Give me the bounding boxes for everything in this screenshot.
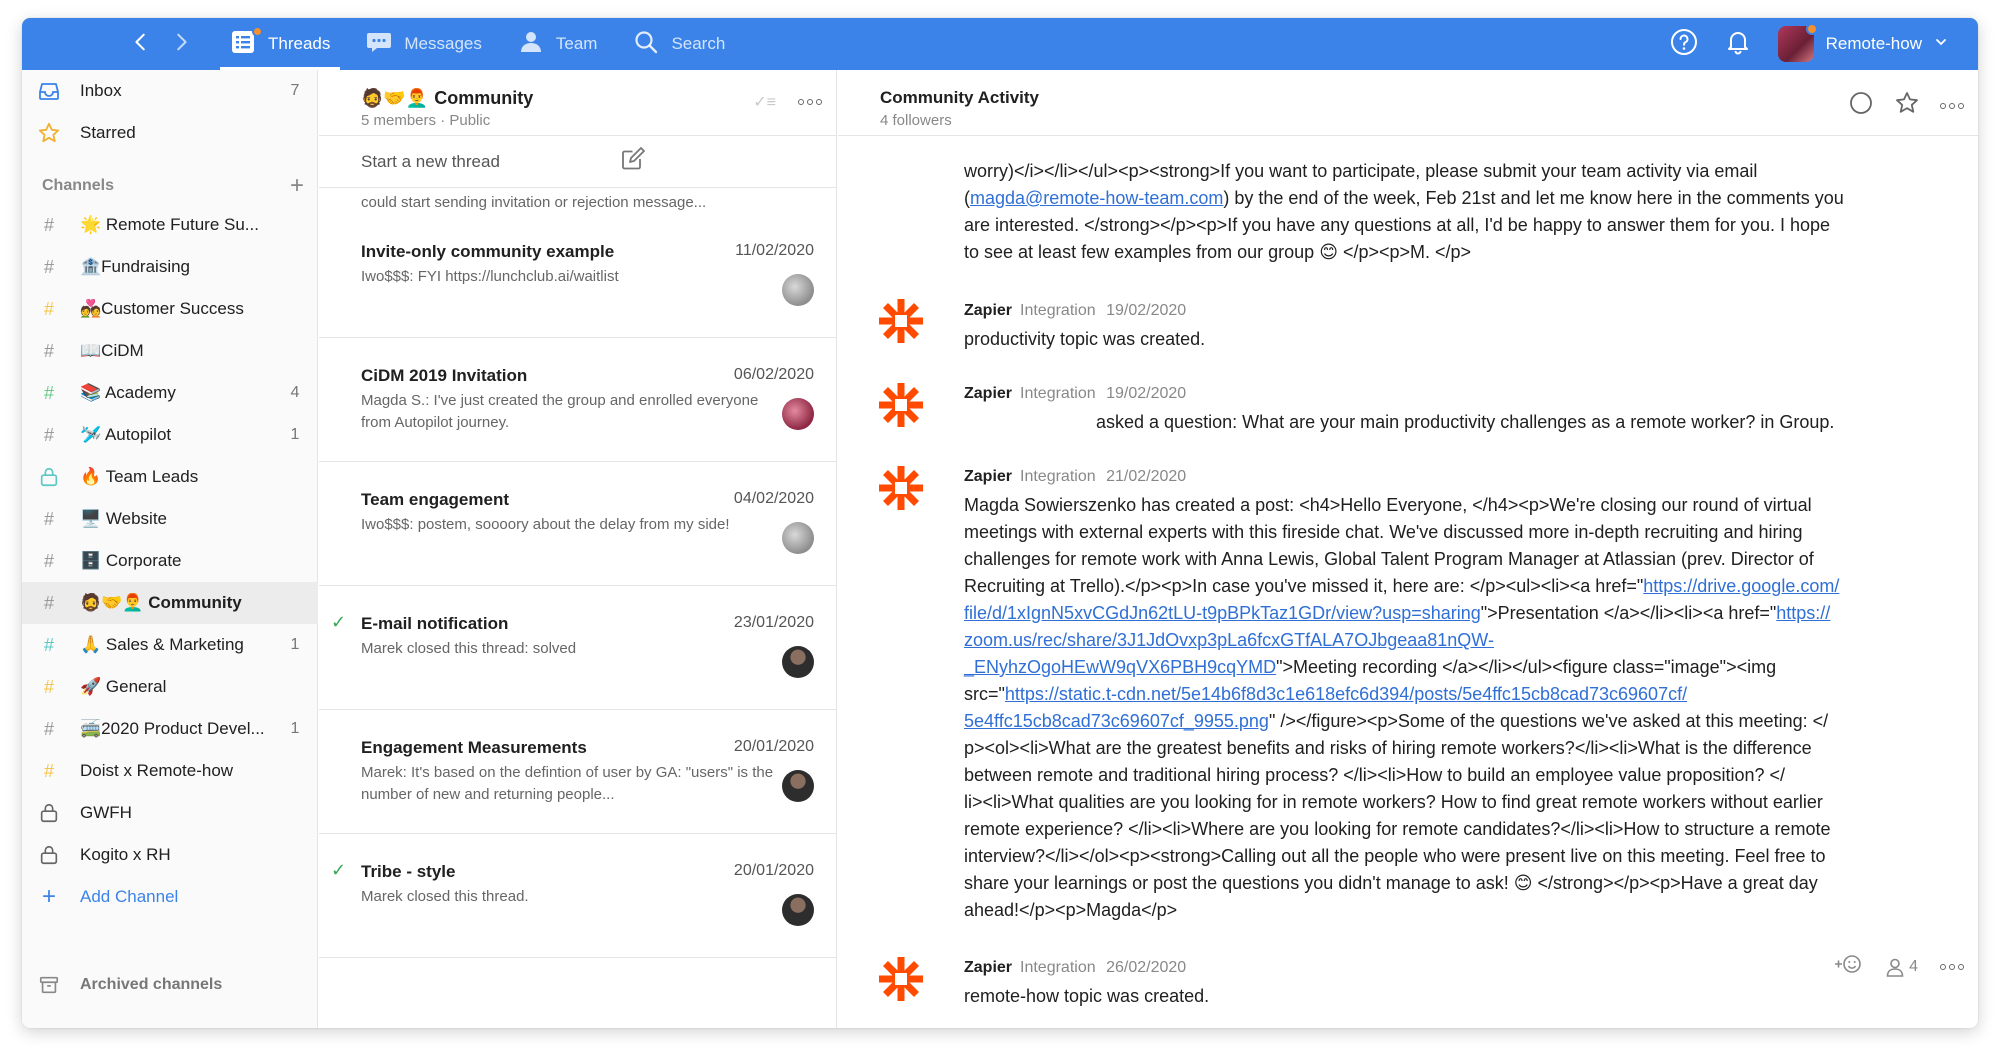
tab-team-label: Team [555, 34, 598, 53]
message-line: challenges for remote work with Anna Lewis, Global Talent Program Manager at Atlassian (prev. Director of [964, 549, 1814, 569]
channel-emoji: 🧔🤝👨‍🦰 [80, 593, 144, 612]
message-line: meetings with external experts with this fireside chat. We've discussed more in-depth recruiting and hiring [964, 522, 1803, 542]
avatar [782, 646, 814, 678]
message-line-part: Recruiting at Trello).</p><p>In case you've missed it, here are: </p><ul><li><a href=" [964, 576, 1644, 596]
channel-label [62, 635, 278, 655]
channel-label [62, 341, 278, 361]
sidebar-item-channel[interactable] [22, 708, 318, 750]
sidebar-item-channel[interactable] [22, 456, 318, 498]
thread-followers: 4 followers [880, 112, 952, 129]
add-channel-plus-icon[interactable]: + [289, 172, 304, 199]
zapier-logo-icon [876, 296, 926, 346]
channel-label [62, 215, 278, 235]
star-icon[interactable] [1894, 90, 1920, 121]
channel-label [62, 845, 278, 865]
sidebar-item-channel[interactable] [22, 834, 318, 876]
sidebar-item-community[interactable] [22, 582, 318, 624]
sidebar-item-channel[interactable] [22, 288, 318, 330]
channel-label [62, 719, 278, 739]
inbox-icon [22, 79, 62, 103]
channel-name: Doist x Remote-how [80, 761, 234, 780]
add-channel-label: Add Channel [80, 887, 179, 906]
thread-preview: Iwo$$$: postem, soooory about the delay from my side! [361, 516, 730, 533]
message-line: ahead!</p><p>Magda</p> [964, 900, 1178, 920]
message-line-part: by the end of the week, Feb 21st and let me know here in the comments you [1229, 188, 1844, 208]
hash-icon: # [43, 298, 54, 319]
tab-search-label: Search [671, 34, 726, 53]
message-line: are interested. </strong></p><p>If you have any questions at all, I'd be happy to answer them for you. I hope [964, 215, 1830, 235]
channel-count: 1 [290, 636, 300, 653]
message-author: Zapier [964, 302, 1013, 319]
tab-threads[interactable] [212, 18, 348, 70]
channel-emoji: 🏦 [80, 257, 102, 276]
more-options-icon[interactable] [1940, 103, 1964, 109]
channel-name: 2020 Product Devel... [101, 719, 265, 738]
avatar [782, 894, 814, 926]
sidebar-item-channel[interactable] [22, 498, 318, 540]
account-notification-dot [1806, 23, 1818, 35]
message-line-part: ">Presentation </a></li><li><a href=" [1480, 603, 1777, 623]
thread-title: Invite-only community example [361, 242, 615, 261]
message-line-part: to see at least few examples from our group [964, 242, 1320, 262]
starred-label: Starred [80, 123, 136, 142]
participants-indicator[interactable] [1885, 957, 1918, 977]
avatar [782, 770, 814, 802]
channel-name: Sales & Marketing [105, 635, 244, 654]
account-name: Remote-how [1825, 34, 1922, 53]
thread-title: Engagement Measurements [361, 738, 587, 757]
thread-item[interactable] [319, 586, 836, 710]
channels-heading-label: Channels [42, 177, 115, 194]
hash-icon: # [43, 592, 54, 613]
message-line: remote experience? </li><li>Where are you looking for remote candidates?</li><li>How to structure a remote [964, 819, 1831, 839]
message-meta [964, 302, 1186, 320]
help-icon[interactable] [1670, 28, 1698, 61]
channel-subtitle: 5 members · Public [361, 112, 491, 129]
thread-date: 06/02/2020 [733, 366, 814, 383]
channel-label [62, 383, 278, 403]
avatar [782, 274, 814, 306]
thread-preview: Marek closed this thread: solved [361, 640, 577, 657]
avatar [782, 522, 814, 554]
integration-tag: Integration [1020, 302, 1096, 319]
thread-preview: Marek closed this thread. [361, 888, 529, 905]
sidebar-item-channel[interactable] [22, 792, 318, 834]
archive-icon [22, 974, 62, 996]
tab-messages[interactable] [348, 18, 499, 70]
message-text-long [964, 492, 1944, 924]
inbox-label: Inbox [80, 81, 122, 100]
thread-title: E-mail notification [361, 614, 509, 633]
channel-name: Kogito x RH [80, 845, 171, 864]
message-meta [964, 468, 1186, 486]
app-window [22, 18, 1978, 1028]
history-nav [130, 18, 192, 70]
message-line [964, 600, 1944, 627]
participants-count: 4 [1909, 957, 1918, 975]
message-date: 26/02/2020 [1106, 959, 1187, 976]
message-line-part: src=" [964, 684, 1005, 704]
channel-name: Team Leads [105, 467, 199, 486]
thread-item[interactable] [319, 462, 836, 586]
thread-date: 04/02/2020 [733, 490, 814, 507]
integration-tag: Integration [1020, 468, 1096, 485]
threads-notification-dot [252, 26, 263, 37]
new-thread-button[interactable] [319, 136, 836, 188]
image-link[interactable]: 5e4ffc15cb8cad73c69607cf_9955.png [964, 711, 1269, 731]
inbox-count: 7 [290, 82, 300, 99]
message-text [964, 158, 1944, 266]
hash-icon: # [43, 340, 54, 361]
channel-label [62, 593, 278, 613]
channel-label [62, 761, 278, 781]
thread-title: Community Activity [880, 88, 1040, 107]
message-line [964, 681, 1944, 708]
message-line: p><ol><li>What are the greatest benefits and risks of hiring remote workers?</li><li>What is the difference [964, 738, 1812, 758]
channel-name: Academy [104, 383, 176, 402]
solved-check-icon: ✓ [331, 860, 347, 880]
channel-name: General [105, 677, 167, 696]
lock-icon [22, 802, 62, 824]
thread-preview-cut: could start sending invitation or rejection message... [361, 194, 707, 211]
message-author: Zapier [964, 468, 1013, 485]
message-text: asked a question: What are your main productivity challenges as a remote worker? in Group. [1096, 412, 1835, 432]
messages-icon [366, 29, 392, 60]
account-menu[interactable] [1778, 26, 1948, 62]
thread-item[interactable] [319, 834, 836, 958]
thread-title: CiDM 2019 Invitation [361, 366, 528, 385]
sidebar-item-channel[interactable] [22, 750, 318, 792]
channel-count: 1 [290, 426, 300, 443]
channel-count: 1 [290, 720, 300, 737]
archived-channels-link[interactable] [22, 964, 318, 1006]
channel-name: GWFH [80, 803, 132, 822]
sidebar-item-inbox[interactable] [22, 70, 318, 112]
channel-emoji: 🛩️ [80, 425, 102, 444]
zapier-logo-icon [876, 380, 926, 430]
message-line [964, 654, 1944, 681]
thread-date: 23/01/2020 [733, 614, 814, 631]
sidebar-item-starred[interactable] [22, 112, 318, 154]
thread-header [838, 70, 1978, 136]
message-meta [964, 959, 1186, 977]
channel-emoji: 🚀 [80, 677, 102, 696]
message-author: Zapier [964, 385, 1013, 402]
message-line [964, 573, 1944, 600]
channel-name: Customer Success [101, 299, 244, 318]
thread-view [838, 70, 1978, 1028]
channel-emoji: 🗄️ [80, 551, 102, 570]
thread-header-actions [1848, 90, 1964, 121]
threads-header-actions [753, 92, 822, 112]
sidebar-item-channel[interactable] [22, 330, 318, 372]
channel-name: Autopilot [104, 425, 172, 444]
thread-date: 20/01/2020 [733, 862, 814, 879]
person-icon [1885, 957, 1905, 977]
message-actions [1833, 952, 1964, 981]
integration-tag: Integration [1020, 959, 1096, 976]
channel-emoji: 💑 [80, 299, 102, 318]
lock-icon [22, 844, 62, 866]
thread-preview: Marek: It's based on the defintion of user by GA: "users" is the number of new and returning people... [361, 764, 774, 803]
channel-label [62, 677, 278, 697]
thread-item[interactable] [319, 710, 836, 834]
channel-name: Corporate [105, 551, 182, 570]
sidebar-item-channel[interactable] [22, 204, 318, 246]
lock-icon [22, 466, 62, 488]
thread-item[interactable] [319, 214, 836, 338]
message-line [964, 870, 1944, 897]
avatar [782, 398, 814, 430]
message-text: productivity topic was created. [964, 329, 1206, 349]
message-line-part: </p><p>M. </p> [1337, 242, 1472, 262]
hash-icon: # [43, 718, 54, 739]
smile-emoji: 😊 [1513, 873, 1533, 893]
hash-icon: # [43, 634, 54, 655]
channel-name: Fundraising [101, 257, 190, 276]
channel-emoji: 🌟 [80, 215, 102, 234]
thread-item[interactable] [319, 338, 836, 462]
hash-icon: # [43, 214, 54, 235]
mark-done-circle-icon[interactable] [1848, 90, 1874, 121]
message-line: Magda Sowierszenko has created a post: <h4>Hello Everyone, </h4><p>We're closing our round of virtual [964, 495, 1812, 515]
channel-emoji: 🚎 [80, 719, 102, 738]
threads-panel [319, 70, 837, 1028]
topbar-actions [1670, 18, 1948, 70]
tab-threads-label: Threads [268, 34, 331, 53]
thread-date: 11/02/2020 [735, 242, 814, 259]
message-line: (magda@remote-how-team.com) by the end of the week, Feb 21st and let me know here in the comments you [964, 188, 1844, 208]
thread-date: 20/01/2020 [733, 738, 814, 755]
message-line [964, 239, 1944, 266]
hash-icon: # [43, 424, 54, 445]
message-line-part: share your learnings or post the questions you didn't manage to ask! [964, 873, 1514, 893]
channel-label [62, 467, 278, 487]
new-thread-placeholder: Start a new thread [361, 151, 500, 171]
sidebar-item-channel[interactable] [22, 624, 318, 666]
hash-icon: # [43, 256, 54, 277]
add-channel-button[interactable] [22, 876, 318, 918]
email-link[interactable]: magda@remote-how-team.com [970, 188, 1224, 208]
message-line: between remote and traditional hiring process? </li><li>How to build an employee value proposition? </ [964, 765, 1786, 785]
channel-name: Community [148, 593, 242, 612]
message-text: remote-how topic was created. [964, 986, 1210, 1006]
hash-icon: # [43, 508, 54, 529]
hash-icon: # [43, 382, 54, 403]
channel-name: CiDM [101, 341, 144, 360]
message-line-part: </strong></p><p>Have a great day [1532, 873, 1818, 893]
solved-check-icon: ✓ [331, 612, 347, 632]
image-link[interactable]: https://static.t-cdn.net/5e14b6f8d3c1e618efc6d394/posts/5e4ffc15cb8cad73c69607cf/ [1004, 684, 1688, 704]
compose-icon [578, 146, 837, 177]
tab-search[interactable] [615, 18, 743, 70]
channel-title-text: Community [434, 88, 534, 108]
top-bar [22, 18, 1978, 70]
message-date: 21/02/2020 [1106, 468, 1187, 485]
more-options-icon[interactable] [798, 99, 822, 105]
more-options-icon[interactable] [1940, 964, 1964, 970]
channel-label [62, 299, 278, 319]
search-icon [633, 29, 659, 60]
thread-title: Team engagement [361, 490, 510, 509]
threads-header [319, 70, 836, 136]
drive-link[interactable]: file/d/1xIgnN5xvCGdJn62tLU-t9pBPkTaz1GDr/view?usp=sharing [964, 603, 1481, 623]
add-reaction-icon[interactable] [1833, 952, 1863, 981]
channel-label [62, 425, 278, 445]
archived-label: Archived channels [80, 976, 223, 993]
channel-emoji: 🔥 [80, 467, 102, 486]
channel-label [62, 551, 278, 571]
channel-count: 4 [290, 384, 300, 401]
message-line-part: ">Meeting recording </a></li></ul><figure class="image"><img [1276, 657, 1777, 677]
message-author: Zapier [964, 959, 1013, 976]
back-arrow-icon[interactable] [130, 31, 152, 58]
message-line: interview?</li></ol><p><strong>Calling out all the people who were present live on this meeting. Feel free to [964, 846, 1826, 866]
message-line [964, 627, 1944, 654]
channel-emoji: 📖 [80, 341, 102, 360]
main-tabs [212, 18, 743, 70]
channel-label [62, 803, 278, 823]
team-icon [518, 29, 544, 60]
channel-emoji: 🙏 [80, 635, 102, 654]
message-date: 19/02/2020 [1106, 385, 1187, 402]
sidebar [22, 70, 318, 1028]
message-line: li><li>What qualities are you looking for in remote workers? How to find great remote workers without earlier [964, 792, 1823, 812]
message-line [964, 708, 1944, 735]
hash-icon: # [43, 550, 54, 571]
message-line: worry)</i></li></ul><p><strong>If you want to participate, please submit your team activity via email [964, 161, 1758, 181]
message-meta [964, 385, 1186, 403]
thread-title: Tribe - style [361, 862, 456, 881]
sidebar-item-channel[interactable] [22, 666, 318, 708]
zoom-link[interactable]: https:// [1776, 603, 1831, 623]
hash-icon: # [43, 760, 54, 781]
zapier-logo-icon [876, 463, 926, 513]
mark-all-read-icon[interactable]: ✓≡ [753, 94, 776, 111]
notifications-bell-icon[interactable] [1724, 28, 1752, 61]
channel-name: Remote Future Su... [105, 215, 259, 234]
hash-icon: # [43, 676, 54, 697]
tab-messages-label: Messages [404, 34, 482, 53]
channel-emoji: 📚 [80, 383, 102, 402]
thread-preview: Iwo$$$: FYI https://lunchclub.ai/waitlist [361, 268, 619, 285]
integration-tag: Integration [1020, 385, 1096, 402]
zapier-logo-icon [876, 954, 926, 1004]
zoom-link[interactable]: zoom.us/rec/share/3J1JdOvxp3pLa6fcxGTfALA7OJbgeaa81nQW- [964, 630, 1494, 650]
sidebar-item-channel[interactable] [22, 414, 318, 456]
message-date: 19/02/2020 [1106, 302, 1187, 319]
chevron-down-icon [1934, 34, 1948, 54]
zoom-link[interactable]: _ENyhzOgoHEwW9qVX6PBH9cqYMD [964, 657, 1277, 677]
channel-name: Website [105, 509, 168, 528]
smile-emoji: 😊 [1319, 242, 1338, 262]
thread-preview: Magda S.: I've just created the group and enrolled everyone from Autopilot journey. [361, 392, 759, 431]
sidebar-item-channel[interactable] [22, 540, 318, 582]
tab-team[interactable] [500, 18, 616, 70]
channel-label [62, 509, 278, 529]
channel-label [62, 257, 278, 277]
message-line-part: " /></figure><p>Some of the questions we've asked at this meeting: </ [1268, 711, 1829, 731]
sidebar-item-channel[interactable] [22, 246, 318, 288]
plus-icon: + [41, 883, 56, 910]
forward-arrow-icon[interactable] [170, 31, 192, 58]
channel-title [361, 88, 533, 109]
drive-link[interactable]: https://drive.google.com/ [1643, 576, 1840, 596]
channels-heading [42, 172, 304, 200]
star-icon [22, 121, 62, 145]
sidebar-item-channel[interactable] [22, 372, 318, 414]
channel-emoji: 🖥️ [80, 509, 102, 528]
avatar [1778, 26, 1814, 62]
channel-title-emoji: 🧔🤝👨‍🦰 [361, 88, 429, 108]
